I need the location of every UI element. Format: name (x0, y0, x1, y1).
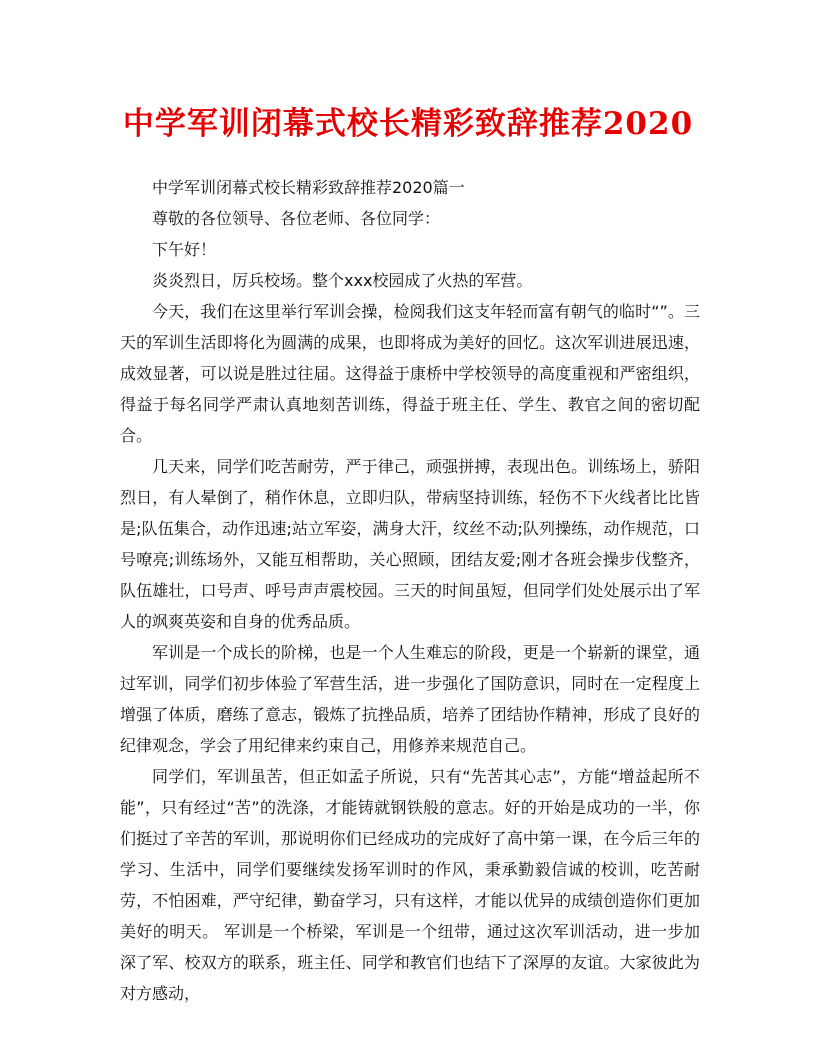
paragraph: 炎炎烈日，厉兵校场。整个xxx校园成了火热的军营。 (152, 271, 533, 290)
paragraph: 同学们，军训虽苦，但正如孟子所说，只有“先苦其心志”，方能“增益起所不能”，只有经过“苦”的洗涤，才能铸就钢铁般的意志。好的开始是成功的一半，你们挺过了辛苦的军训，那说明你们已经成功的完成好了高中第一课，在今后三年的学习、生活中，同学们要继续发扬军训时的作风，秉承勤毅信诚的校训，吃苦耐劳，不怕困难，严守纪律，勤奋学习，只有这样，才能以优异的成绩创造你们更加美好的明天。 军训是一个桥梁，军训是一个纽带，通过这次军训活动，进一步加深了军、校双方的联系，班主任、同学和教官们也结下了深厚的友谊。大家彼此为对方感动， (120, 767, 700, 1003)
paragraph: 几天来，同学们吃苦耐劳，严于律己，顽强拼搏，表现出色。训练场上，骄阳烈日，有人晕倒了，稍作休息，立即归队，带病坚持训练，轻伤不下火线者比比皆是;队伍集合，动作迅速;站立军姿，满身大汗，纹丝不动;队列操练，动作规范，口号嘹亮;训练场外，又能互相帮助，关心照顾，团结友爱;刚才各班会操步伐整齐，队伍雄壮，口号声、呼号声声震校园。三天的时间虽短，但同学们处处展示出了军人的飒爽英姿和自身的优秀品质。 (120, 457, 700, 631)
paragraph: 军训是一个成长的阶梯，也是一个人生难忘的阶段，更是一个崭新的课堂，通过军训，同学们初步体验了军营生活，进一步强化了国防意识，同时在一定程度上增强了体质，磨练了意志，锻炼了抗挫品质，培养了团结协作精神，形成了良好的纪律观念，学会了用纪律来约束自己，用修养来规范自己。 (120, 643, 700, 755)
paragraph: 尊敬的各位领导、各位老师、各位同学： (152, 209, 441, 228)
document-title: 中学军训闭幕式校长精彩致辞推荐2020 (122, 106, 694, 142)
paragraph: 下午好！ (152, 240, 217, 259)
paragraph: 今天，我们在这里举行军训会操，检阅我们这支年轻而富有朝气的临时“”。三天的军训生活即将化为圆满的成果，也即将成为美好的回忆。这次军训进展迅速，成效显著，可以说是胜过往届。这得益于康桥中学校领导的高度重视和严密组织，得益于每名同学严肃认真地刻苦训练，得益于班主任、学生、教官之间的密切配合。 (120, 302, 700, 445)
paragraph: 中学军训闭幕式校长精彩致辞推荐2020篇一 (152, 178, 465, 197)
document-body (120, 172, 700, 1009)
